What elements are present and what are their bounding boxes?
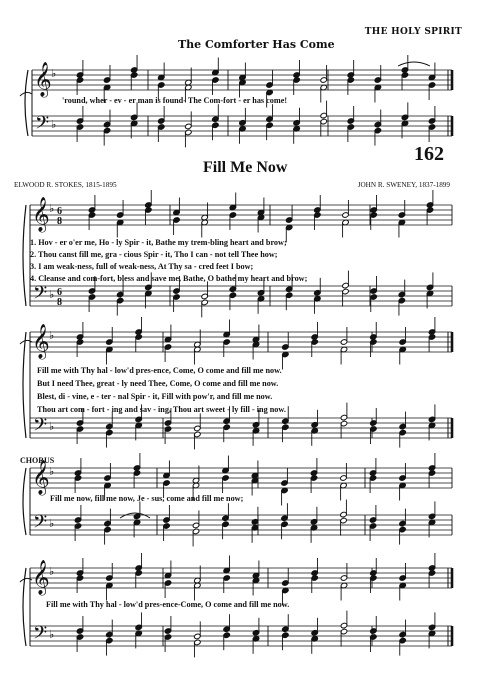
previous-hymn-title: The Comforter Has Come — [178, 38, 335, 51]
bass-clef: 𝄢 — [35, 113, 50, 138]
system-brace — [23, 468, 26, 535]
time-signature: 8 — [57, 297, 62, 308]
hymn-number: 162 — [414, 143, 444, 165]
bass-clef: 𝄢 — [33, 623, 48, 648]
refrain-line-1: Fill me with Thy hal - low'd pres-ence, Come, O come and fill me now. — [37, 366, 282, 375]
system-brace — [23, 332, 26, 438]
verse-line-1: 1. Hov - er o'er me, Ho - ly Spir - it, Bathe my trem-bling heart and brow; — [30, 238, 287, 247]
bass-clef: 𝄢 — [33, 415, 48, 440]
system-brace — [23, 205, 26, 306]
refrain-line-2: But I need Thee, great - ly need Thee, Come, O come and fill me now. — [37, 379, 279, 388]
time-signature: 8 — [57, 216, 62, 227]
tie — [398, 62, 430, 66]
treble-clef: 𝄞 — [32, 460, 50, 495]
time-signature: 6 — [57, 206, 62, 217]
system-brace — [25, 70, 28, 136]
bass-clef: 𝄢 — [33, 283, 48, 308]
treble-clef: 𝄞 — [34, 62, 52, 97]
treble-clef: 𝄞 — [32, 560, 50, 595]
flat-sign: ♭ — [49, 465, 55, 478]
treble-clef: 𝄞 — [32, 324, 50, 359]
flat-sign: ♭ — [49, 628, 55, 641]
verse-line-3: 3. I am weak-ness, full of weak-ness, At Thy sa - cred feet I bow; — [30, 262, 254, 271]
verse-line-4: 4. Cleanse and com-fort, bless and save me, Bathe, O bathe my heart and brow; — [30, 274, 308, 283]
treble-clef: 𝄞 — [32, 197, 50, 232]
bass-clef: 𝄢 — [33, 512, 48, 537]
chorus-line-1: Fill me now, fill me now, Je - sus, come and fill me now; — [50, 494, 244, 503]
flat-sign: ♭ — [49, 420, 55, 433]
flat-sign: ♭ — [49, 565, 55, 578]
chorus-label: CHORUS — [20, 456, 55, 465]
flat-sign: ♭ — [49, 202, 55, 215]
time-signature: 6 — [57, 287, 62, 298]
flat-sign: ♭ — [51, 67, 57, 80]
flat-sign: ♭ — [49, 517, 55, 530]
refrain-line-4: Thou art com - fort - ing and sav - ing, Thou art sweet - ly fill - ing now. — [37, 405, 286, 414]
flat-sign: ♭ — [49, 288, 55, 301]
system-connector — [20, 92, 32, 96]
prev-hymn-lyric: 'round, wher - ev - er man is found- The Com-fort - er has come! — [62, 96, 288, 105]
words-credit: ELWOOD R. STOKES, 1815-1895 — [14, 181, 117, 189]
chorus-line-2: Fill me with Thy hal - low'd pres-ence-Come, O come and fill me now. — [46, 600, 290, 609]
flat-sign: ♭ — [51, 118, 57, 131]
refrain-line-3: Blest, di - vine, e - ter - nal Spir - it, Fill with pow'r, and fill me now. — [37, 392, 273, 401]
section-heading: THE HOLY SPIRIT — [364, 27, 462, 37]
verse-line-2: 2. Thou canst fill me, gra - cious Spir - it, Tho I can - not tell Thee how; — [30, 250, 278, 259]
music-credit: JOHN R. SWENEY, 1837-1899 — [357, 181, 450, 189]
flat-sign: ♭ — [49, 329, 55, 342]
hymn-title: Fill Me Now — [203, 159, 288, 176]
